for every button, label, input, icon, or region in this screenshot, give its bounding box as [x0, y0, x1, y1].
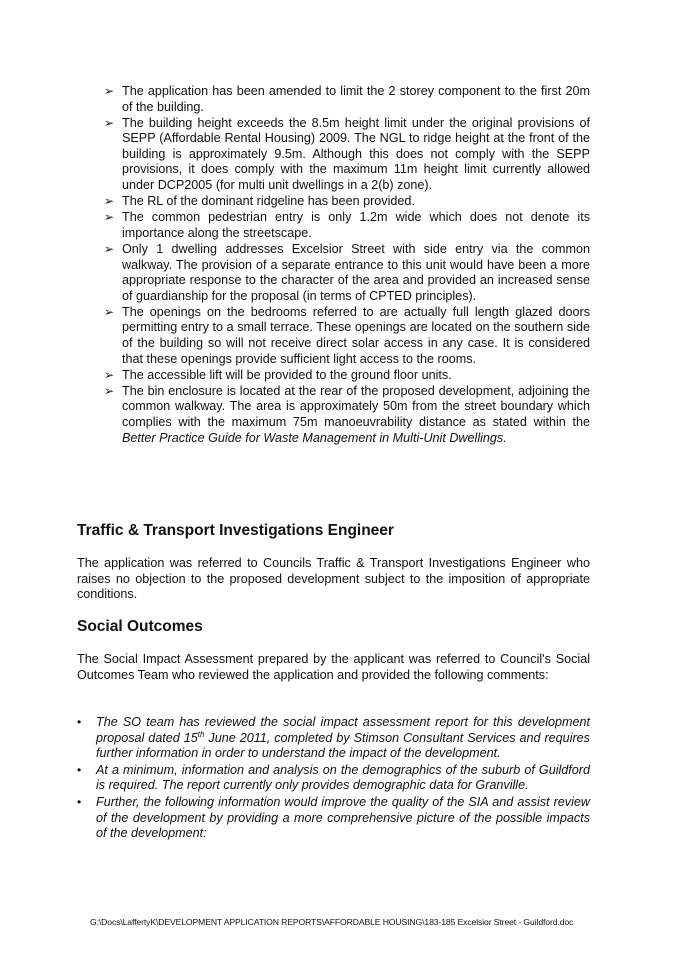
arrow-bullet-icon: ➢ [104, 194, 115, 209]
arrow-bullet-icon: ➢ [104, 304, 115, 319]
list-item: ➢ The accessible lift will be provided to the ground floor units. [104, 367, 452, 382]
response-arrow-list [104, 84, 590, 447]
list-item: • Further, the following information would improve the quality of the SIA and assist review of the development by providing a more comprehensive picture of the possible impacts of the development: [77, 794, 590, 841]
social-comments-list [77, 715, 590, 843]
arrow-bullet-icon: ➢ [104, 367, 115, 382]
arrow-bullet-icon: ➢ [104, 383, 115, 398]
list-item: ➢ The application has been amended to limit the 2 storey component to the first 20m of the building. [104, 84, 590, 114]
guide-title: Better Practice Guide for Waste Management in Multi-Unit Dwellings. [122, 430, 507, 445]
list-item: • At a minimum, information and analysis on the demographics of the suburb of Guildford is required. The report currently only provides demographic data for Granville. [77, 762, 590, 793]
arrow-bullet-icon: ➢ [104, 241, 115, 256]
arrow-bullet-icon: ➢ [104, 210, 115, 225]
traffic-heading: Traffic & Transport Investigations Engineer [77, 522, 394, 539]
list-item: ➢ The RL of the dominant ridgeline has been provided. [104, 194, 415, 209]
list-item: • The SO team has reviewed the social impact assessment report for this development proposal dated 15th June 2011, completed by Stimson Consultant Services and requires further information in order to understand the impact of the development. [77, 715, 590, 761]
list-item: ➢ The bin enclosure is located at the rear of the proposed development, adjoining the common walkway. The area is approximately 50m from the street boundary which complies with the maximum 75m manoeuvrability distance as stated within the Better Practice Guide for Waste Management in Multi-Unit Dwellings. [104, 383, 590, 445]
list-item: ➢ The openings on the bedrooms referred to are actually full length glazed doors permitting entry to a small terrace. These openings are located on the southern side of the building so will not receive direct solar access in any case. It is considered that these openings provide sufficient light access to the rooms. [104, 304, 590, 366]
list-item: ➢ The building height exceeds the 8.5m height limit under the original provisions of SEPP (Affordable Rental Housing) 2009. The NGL to ridge height at the front of the building is approximately 9.5m. Although this does not comply with the SEPP provisions, it does comply with the maximum 11m height limit currently allowed under DCP2005 (for multi unit dwellings in a 2(b) zone). [104, 115, 590, 193]
traffic-paragraph: The application was referred to Councils Traffic & Transport Investigations Engineer who raises no objection to the proposed development subject to the imposition of appropriate conditions. [77, 556, 590, 602]
list-item: ➢ Only 1 dwelling addresses Excelsior Street with side entry via the common walkway. The provision of a separate entrance to this unit would have been a more appropriate response to the character of the area and provided an increased sense of guardianship for the proposal (in terms of CPTED principles). [104, 241, 590, 303]
bullet-icon: • [77, 762, 82, 777]
social-heading: Social Outcomes [77, 618, 203, 635]
file-path-footer: G:\Docs\LaffertyK\DEVELOPMENT APPLICATION REPORTS\AFFORDABLE HOUSING\183-185 Excelsior Street - Guildford.doc [90, 917, 574, 927]
bullet-icon: • [77, 715, 82, 729]
arrow-bullet-icon: ➢ [104, 84, 115, 98]
bullet-icon: • [77, 794, 82, 809]
list-item: ➢ The common pedestrian entry is only 1.2m wide which does not denote its importance along the streetscape. [104, 210, 590, 240]
social-paragraph: The Social Impact Assessment prepared by the applicant was referred to Council's Social Outcomes Team who reviewed the application and provided the following comments: [77, 652, 590, 682]
arrow-bullet-icon: ➢ [104, 115, 115, 130]
